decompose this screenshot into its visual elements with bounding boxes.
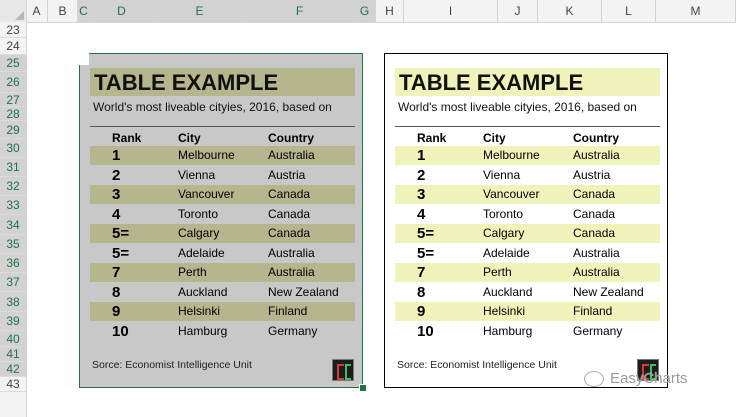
column-header-i[interactable]: I	[404, 0, 498, 22]
cell-country: Germany	[268, 323, 318, 338]
table-row	[90, 263, 355, 282]
cell-rank: 9	[417, 303, 426, 320]
table-row	[395, 205, 660, 224]
header-divider	[395, 126, 660, 127]
header-country: Country	[268, 131, 314, 145]
column-header-h[interactable]: H	[376, 0, 404, 22]
cell-country: New Zealand	[268, 284, 339, 299]
table-row	[90, 283, 355, 302]
cell-rank: 10	[112, 322, 129, 340]
cell-country: Australia	[573, 148, 620, 162]
cell-city: Melbourne	[178, 148, 235, 162]
cell-rank: 3	[417, 186, 426, 203]
cell-city: Auckland	[483, 284, 533, 299]
cell-rank: 1	[417, 147, 426, 164]
row-header-39[interactable]: 39	[0, 312, 26, 331]
table-row	[395, 224, 660, 243]
header-city: City	[483, 131, 506, 145]
table-header-row	[395, 131, 660, 147]
cell-country: New Zealand	[573, 284, 644, 299]
table-row	[395, 244, 660, 263]
column-header-f[interactable]: F	[246, 0, 354, 22]
cell-country: Australia	[573, 265, 620, 279]
cell-rank: 7	[112, 264, 121, 281]
cell-country: Canada	[573, 226, 616, 240]
cell-rank: 4	[112, 205, 121, 223]
cell-city: Toronto	[483, 206, 524, 221]
row-header-43[interactable]: 43	[0, 377, 26, 392]
cell-rank: 5=	[417, 244, 435, 262]
table-row	[395, 322, 660, 341]
watermark	[584, 370, 688, 387]
cell-country: Australia	[268, 265, 315, 279]
row-header-23[interactable]: 23	[0, 22, 26, 38]
cell-city: Calgary	[483, 226, 525, 240]
row-header-42[interactable]: 42	[0, 362, 26, 377]
cell-city: Vienna	[483, 167, 521, 182]
cell-city: Vienna	[178, 167, 216, 182]
column-header-b[interactable]: B	[48, 0, 78, 22]
table-row	[90, 224, 355, 243]
column-header-c[interactable]: C	[78, 0, 90, 22]
table-row	[395, 263, 660, 282]
row-header-40[interactable]: 40	[0, 331, 26, 347]
cell-country: Australia	[268, 245, 315, 260]
fill-handle[interactable]	[359, 384, 367, 392]
column-header-l[interactable]: L	[602, 0, 656, 22]
cell-rank: 2	[112, 166, 121, 184]
header-divider	[90, 126, 355, 127]
cell-city: Perth	[178, 265, 207, 279]
cell-country: Austria	[573, 167, 611, 182]
cell-country: Australia	[573, 245, 620, 260]
cell-rank: 5=	[112, 225, 130, 242]
column-header-a[interactable]: A	[26, 0, 48, 22]
table-title: TABLE EXAMPLE	[395, 68, 660, 96]
cell-city: Calgary	[178, 226, 220, 240]
table-row	[90, 322, 355, 341]
cell-country: Germany	[573, 323, 623, 338]
cell-rank: 3	[112, 186, 121, 203]
cell-rank: 5=	[112, 244, 130, 262]
cell-rank: 8	[417, 283, 426, 301]
cell-rank: 1	[112, 147, 121, 164]
cell-city: Perth	[483, 265, 512, 279]
cell-rank: 8	[112, 283, 121, 301]
row-header-32[interactable]: 32	[0, 177, 26, 196]
table-row	[90, 146, 355, 165]
header-city: City	[178, 131, 201, 145]
table-panel-grey[interactable]	[79, 53, 363, 388]
cell-country: Canada	[268, 206, 311, 221]
cell-rank: 4	[417, 205, 426, 223]
cell-city: Helsinki	[483, 304, 526, 318]
table-row	[90, 166, 355, 185]
table-row	[90, 244, 355, 263]
source-note: Sorce: Economist Intelligence Unit	[397, 359, 557, 371]
table-subtitle: World's most liveable cityies, 2016, based on	[398, 100, 637, 114]
column-header-m[interactable]: M	[656, 0, 736, 22]
cell-city: Toronto	[178, 206, 219, 221]
ec-logo-icon	[332, 359, 354, 381]
cell-rank: 9	[112, 303, 121, 320]
cell-country: Canada	[573, 206, 616, 221]
row-header-35[interactable]: 35	[0, 235, 26, 254]
cell-city: Vancouver	[178, 187, 235, 201]
cell-country: Finland	[573, 304, 613, 318]
select-all-corner[interactable]	[0, 0, 27, 22]
watermark-text: EasyCharts	[610, 370, 688, 387]
cell-city: Melbourne	[483, 148, 540, 162]
cell-rank: 2	[417, 166, 426, 184]
table-row	[395, 185, 660, 204]
cell-city: Adelaide	[178, 245, 225, 260]
source-note: Sorce: Economist Intelligence Unit	[92, 359, 252, 371]
column-header-d[interactable]: D	[90, 0, 154, 22]
row-header-26[interactable]: 26	[0, 72, 26, 93]
row-header-24[interactable]: 24	[0, 38, 26, 55]
row-header-31[interactable]: 31	[0, 158, 26, 177]
cell-country: Austria	[268, 167, 306, 182]
row-header-33[interactable]: 33	[0, 196, 26, 215]
table-row	[395, 302, 660, 321]
cell-city: Helsinki	[178, 304, 221, 318]
table-row	[395, 283, 660, 302]
cell-city: Vancouver	[483, 187, 540, 201]
cell-country: Finland	[268, 304, 308, 318]
cell-city: Hamburg	[483, 323, 533, 338]
table-title: TABLE EXAMPLE	[90, 68, 355, 96]
cell-rank: 5=	[417, 225, 435, 242]
table-row	[90, 302, 355, 321]
cell-country: Australia	[268, 148, 315, 162]
header-rank: Rank	[112, 131, 142, 145]
table-row	[90, 205, 355, 224]
selection-corner	[79, 53, 89, 65]
row-header-25[interactable]: 25	[0, 55, 26, 72]
cell-country: Canada	[573, 187, 616, 201]
cell-city: Auckland	[178, 284, 228, 299]
cell-country: Canada	[268, 187, 311, 201]
row-header-36[interactable]: 36	[0, 254, 26, 273]
cell-country: Canada	[268, 226, 311, 240]
row-header-41[interactable]: 41	[0, 347, 26, 362]
column-header-e[interactable]: E	[154, 0, 246, 22]
cell-city: Hamburg	[178, 323, 228, 338]
row-header-34[interactable]: 34	[0, 215, 26, 235]
cell-rank: 7	[417, 264, 426, 281]
row-header-29[interactable]: 29	[0, 121, 26, 139]
cell-rank: 10	[417, 322, 434, 340]
chat-bubble-icon	[584, 371, 604, 387]
table-panel-white[interactable]	[384, 53, 668, 388]
cell-city: Adelaide	[483, 245, 530, 260]
column-header-j[interactable]: J	[498, 0, 538, 22]
header-rank: Rank	[417, 131, 447, 145]
row-header-30[interactable]: 30	[0, 139, 26, 158]
row-header-27[interactable]: 27	[0, 93, 26, 107]
table-row	[395, 166, 660, 185]
header-country: Country	[573, 131, 619, 145]
column-header-k[interactable]: K	[538, 0, 602, 22]
row-header-37[interactable]: 37	[0, 273, 26, 292]
table-header-row	[90, 131, 355, 147]
column-header-g[interactable]: G	[354, 0, 376, 22]
row-header-38[interactable]: 38	[0, 292, 26, 312]
row-header-28[interactable]: 28	[0, 107, 26, 121]
table-subtitle: World's most liveable cityies, 2016, based on	[93, 100, 332, 114]
table-row	[395, 146, 660, 165]
table-row	[90, 185, 355, 204]
